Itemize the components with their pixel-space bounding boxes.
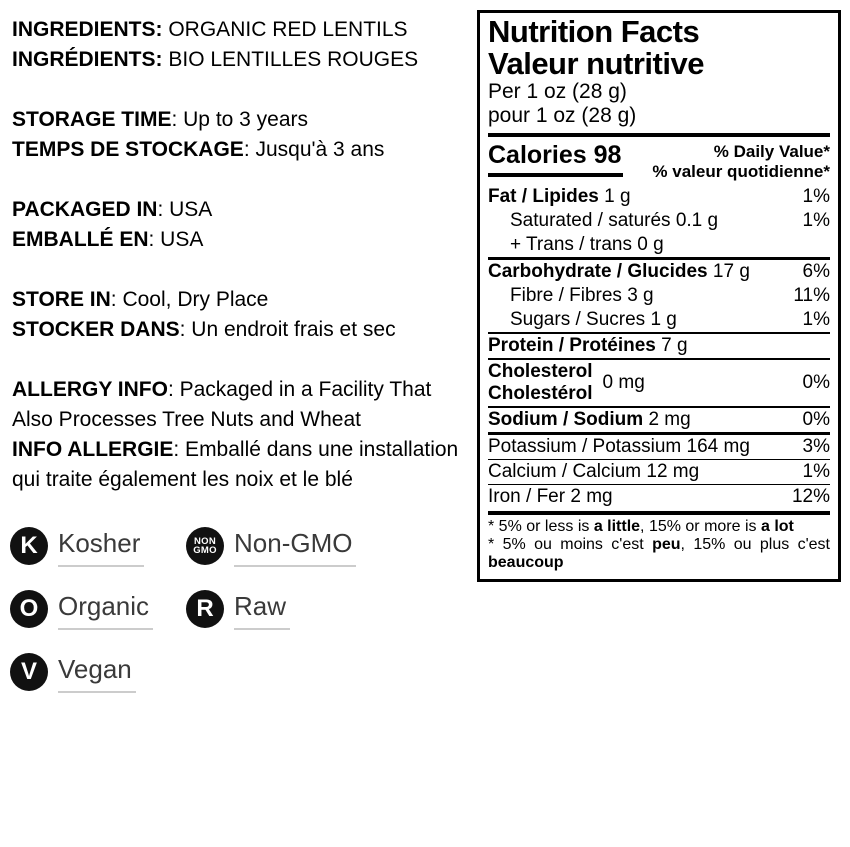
serving-size-fr: pour 1 oz (28 g) [488, 104, 637, 127]
info-line: Also Processes Tree Nuts and Wheat [12, 408, 361, 431]
nutrient-dv: 1% [802, 186, 830, 207]
nutrient-name: + Trans / trans 0 g [510, 234, 664, 255]
nutrient-name: Potassium / Potassium 164 mg [488, 436, 750, 457]
nutrient-name: Fat / Lipides 1 g [488, 186, 631, 207]
badge-raw [186, 590, 426, 653]
info-section [12, 375, 482, 495]
daily-value-header-en: % Daily Value* [713, 142, 830, 161]
nutrient-amount: 0 mg [602, 372, 645, 393]
calories-value [488, 142, 623, 177]
nutrient-row [488, 459, 830, 484]
nutrition-facts-panel [477, 10, 841, 582]
vegan-icon: V [10, 653, 48, 691]
badge-organic [10, 590, 186, 653]
non-gmo-icon: NON GMO [186, 527, 224, 565]
nutrient-row [488, 406, 830, 432]
info-line: STORAGE TIME: Up to 3 years [12, 108, 309, 131]
nutrient-dv: 11% [793, 285, 830, 306]
raw-icon: R [186, 590, 224, 628]
organic-icon: O [10, 590, 48, 628]
nutrient-dv: 0% [802, 372, 830, 393]
nutrient-name: Calcium / Calcium 12 mg [488, 461, 700, 482]
serving-divider [488, 133, 830, 137]
nutrient-row [488, 358, 830, 406]
info-line: STOCKER DANS: Un endroit frais et sec [12, 318, 396, 341]
nutrient-dv: 6% [802, 261, 830, 282]
nutrient-row [488, 257, 830, 284]
nutrient-name: Saturated / saturés 0.1 g [510, 210, 719, 231]
calories-number: 98 [593, 141, 622, 169]
calories-label: Calories [488, 141, 587, 169]
info-line: INFO ALLERGIE: Emballé dans une installation [12, 438, 459, 461]
nutrient-row [488, 284, 830, 308]
nutrient-row [488, 332, 830, 358]
info-line: ALLERGY INFO: Packaged in a Facility That [12, 378, 432, 401]
info-line: qui traite également les noix et le blé [12, 468, 353, 491]
nutrient-row [488, 308, 830, 332]
badge-label: Non-GMO [234, 528, 356, 567]
daily-value-header-fr: % valeur quotidienne* [652, 162, 830, 181]
info-line: TEMPS DE STOCKAGE: Jusqu'à 3 ans [12, 138, 385, 161]
nutrient-dv: 1% [802, 461, 830, 482]
nutrient-row [488, 484, 830, 509]
info-section [12, 105, 482, 165]
nutrient-row [488, 185, 830, 209]
info-section [12, 285, 482, 345]
info-line: EMBALLÉ EN: USA [12, 228, 204, 251]
certification-badges [10, 527, 426, 716]
nutrient-name: Sodium / Sodium 2 mg [488, 409, 691, 430]
badge-label: Kosher [58, 528, 144, 567]
nutrient-row [488, 209, 830, 233]
nutrition-title-fr: Valeur nutritive [488, 46, 704, 81]
footnote-fr: * 5% ou moins c'est peu, 15% ou plus c'est beaucoup [488, 536, 830, 571]
badge-vegan [10, 653, 186, 716]
badge-non-gmo [186, 527, 426, 590]
badge-label: Vegan [58, 654, 136, 693]
product-info [12, 15, 482, 495]
nutrient-dv: 1% [802, 210, 830, 231]
nutrient-name: Cholesterol Cholestérol [488, 361, 593, 404]
footnote-divider [488, 511, 830, 515]
nutrient-name: Protein / Protéines 7 g [488, 335, 688, 356]
info-line: INGREDIENTS: ORGANIC RED LENTILS [12, 18, 408, 41]
info-line: PACKAGED IN: USA [12, 198, 213, 221]
nutrient-rows [488, 185, 830, 509]
nutrient-name: Fibre / Fibres 3 g [510, 285, 654, 306]
nutrition-title-en: Nutrition Facts [488, 14, 700, 49]
badge-label: Raw [234, 591, 290, 630]
info-line: STORE IN: Cool, Dry Place [12, 288, 269, 311]
nutrient-name: Carbohydrate / Glucides 17 g [488, 261, 750, 282]
footnote-en: * 5% or less is a little, 15% or more is a lot [488, 518, 794, 535]
nutrient-name: Sugars / Sucres 1 g [510, 309, 677, 330]
kosher-icon: K [10, 527, 48, 565]
info-section [12, 15, 482, 75]
badge-kosher [10, 527, 186, 590]
info-section [12, 195, 482, 255]
serving-size-en: Per 1 oz (28 g) [488, 80, 627, 103]
nutrient-row [488, 233, 830, 257]
nutrient-dv: 12% [791, 486, 830, 507]
calories-header [488, 142, 830, 182]
nutrient-dv: 3% [802, 436, 830, 457]
badge-label: Organic [58, 591, 153, 630]
nutrient-dv: 1% [802, 309, 830, 330]
nutrient-row [488, 432, 830, 459]
daily-value-header [652, 142, 830, 182]
nutrient-dv: 0% [802, 409, 830, 430]
info-line: INGRÉDIENTS: BIO LENTILLES ROUGES [12, 48, 419, 71]
nutrient-name: Iron / Fer 2 mg [488, 486, 613, 507]
